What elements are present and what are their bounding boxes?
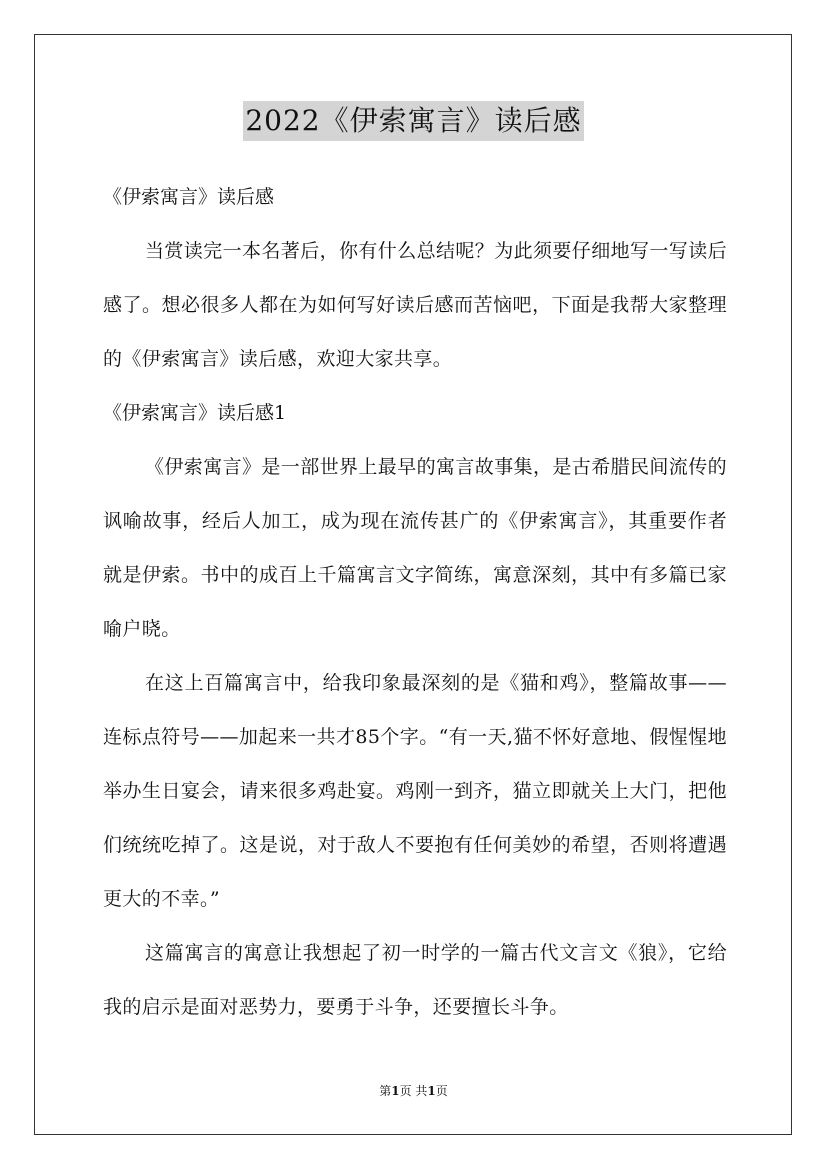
footer-suffix: 页 <box>435 1084 448 1098</box>
section-heading: 《伊索寓言》读后感 <box>103 186 275 208</box>
page-footer <box>0 1081 827 1101</box>
footer-page-number: 1 <box>391 1084 400 1098</box>
title-wrap <box>0 101 827 141</box>
paragraph: 当赏读完一本名著后，你有什么总结呢？为此须要仔细地写一写读后感了。想必很多人都在为如何写好读后感而苦恼吧，下面是我帮大家整理的《伊索寓言》读后感，欢迎大家共享。 <box>103 240 728 370</box>
footer-prefix: 第 <box>379 1084 392 1098</box>
paragraph: 这篇寓言的寓意让我想起了初一时学的一篇古代文言文《狼》，它给我的启示是面对恶势力，要勇于斗争，还要擅长斗争。 <box>103 942 727 1018</box>
document-body <box>103 170 727 1034</box>
footer-middle: 页 共 <box>399 1084 428 1098</box>
document-title: 2022《伊索寓言》读后感 <box>243 101 583 141</box>
footer-total-pages: 1 <box>427 1084 436 1098</box>
section-heading: 《伊索寓言》读后感1 <box>103 402 287 424</box>
paragraph: 《伊索寓言》是一部世界上最早的寓言故事集，是古希腊民间流传的讽喻故事，经后人加工，成为现在流传甚广的《伊索寓言》，其重要作者就是伊索。书中的成百上千篇寓言文字简练，寓意深刻，其中有多篇已家喻户晓。 <box>103 456 728 640</box>
paragraph: 在这上百篇寓言中，给我印象最深刻的是《猫和鸡》，整篇故事——连标点符号——加起来一共才85个字。“有一天,猫不怀好意地、假惺惺地举办生日宴会，请来很多鸡赴宴。鸡刚一到齐，猫立即就关上大门，把他们统统吃掉了。这是说，对于敌人不要抱有任何美妙的希望，否则将遭遇更大的不幸。” <box>103 672 727 910</box>
